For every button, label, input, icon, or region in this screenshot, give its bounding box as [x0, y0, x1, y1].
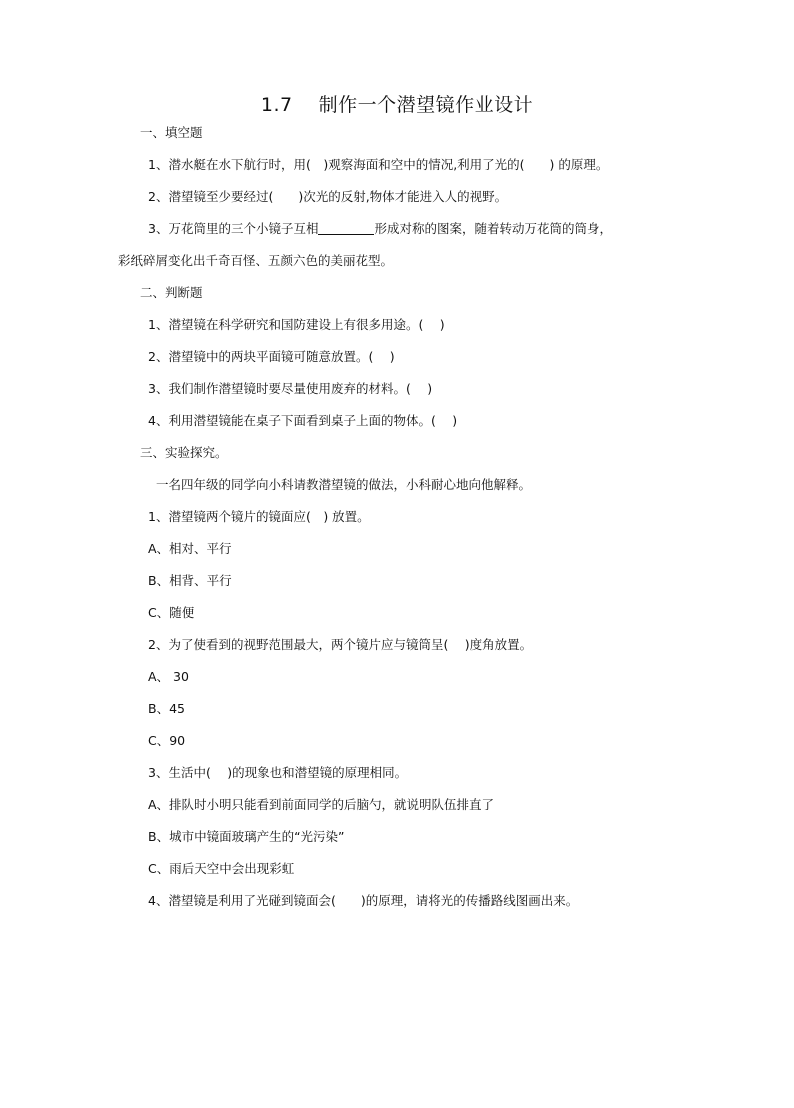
experiment-question-4: 4、潜望镜是利用了光碰到镜面会( )的原理，请将光的传播路线图画出来。 — [148, 893, 579, 908]
option-1b: B、相背、平行 — [148, 573, 232, 588]
experiment-intro: 一名四年级的同学向小科请教潜望镜的做法，小科耐心地向他解释。 — [156, 477, 532, 492]
fill-question-3 — [148, 220, 612, 238]
option-2c: C、90 — [148, 733, 186, 748]
fill-question-3-after: 形成对称的图案，随着转动万花筒的筒身， — [374, 221, 612, 236]
option-2b: B、45 — [148, 701, 185, 716]
option-1a: A、相对、平行 — [148, 541, 232, 556]
fill-question-3-continued: 彩纸碎屑变化出千奇百怪、五颜六色的美丽花型。 — [118, 253, 394, 268]
page-title: 1.7 制作一个潜望镜作业设计 — [260, 94, 534, 116]
experiment-question-3: 3、生活中( )的现象也和潜望镜的原理相同。 — [148, 765, 408, 780]
option-3c: C、雨后天空中会出现彩虹 — [148, 861, 295, 876]
option-3a: A、排队时小明只能看到前面同学的后脑勺，就说明队伍排直了 — [148, 797, 495, 812]
section-heading-experiment: 三、实验探究。 — [140, 445, 228, 460]
option-2a: A、 30 — [148, 669, 189, 684]
experiment-question-1: 1、潜望镜两个镜片的镜面应( ) 放置。 — [148, 509, 370, 524]
judge-question-4: 4、利用潜望镜能在桌子下面看到桌子上面的物体。( ) — [148, 413, 458, 428]
judge-question-3: 3、我们制作潜望镜时要尽量使用废弃的材料。( ) — [148, 381, 433, 396]
option-1c: C、随便 — [148, 605, 195, 620]
fill-question-1: 1、潜水艇在水下航行时，用( )观察海面和空中的情况,利用了光的( ) 的原理。 — [148, 157, 609, 172]
option-3b: B、城市中镜面玻璃产生的“光污染” — [148, 829, 345, 844]
judge-question-2: 2、潜望镜中的两块平面镜可随意放置。( ) — [148, 349, 395, 364]
section-heading-fill-blank: 一、填空题 — [140, 125, 203, 140]
experiment-question-2: 2、为了使看到的视野范围最大，两个镜片应与镜筒呈( )度角放置。 — [148, 637, 533, 652]
section-heading-true-false: 二、判断题 — [140, 285, 203, 300]
fill-question-2: 2、潜望镜至少要经过( )次光的反射,物体才能进入人的视野。 — [148, 189, 508, 204]
answer-blank — [318, 222, 374, 235]
judge-question-1: 1、潜望镜在科学研究和国防建设上有很多用途。( ) — [148, 317, 445, 332]
fill-question-3-before: 3、万花筒里的三个小镜子互相 — [148, 221, 319, 236]
